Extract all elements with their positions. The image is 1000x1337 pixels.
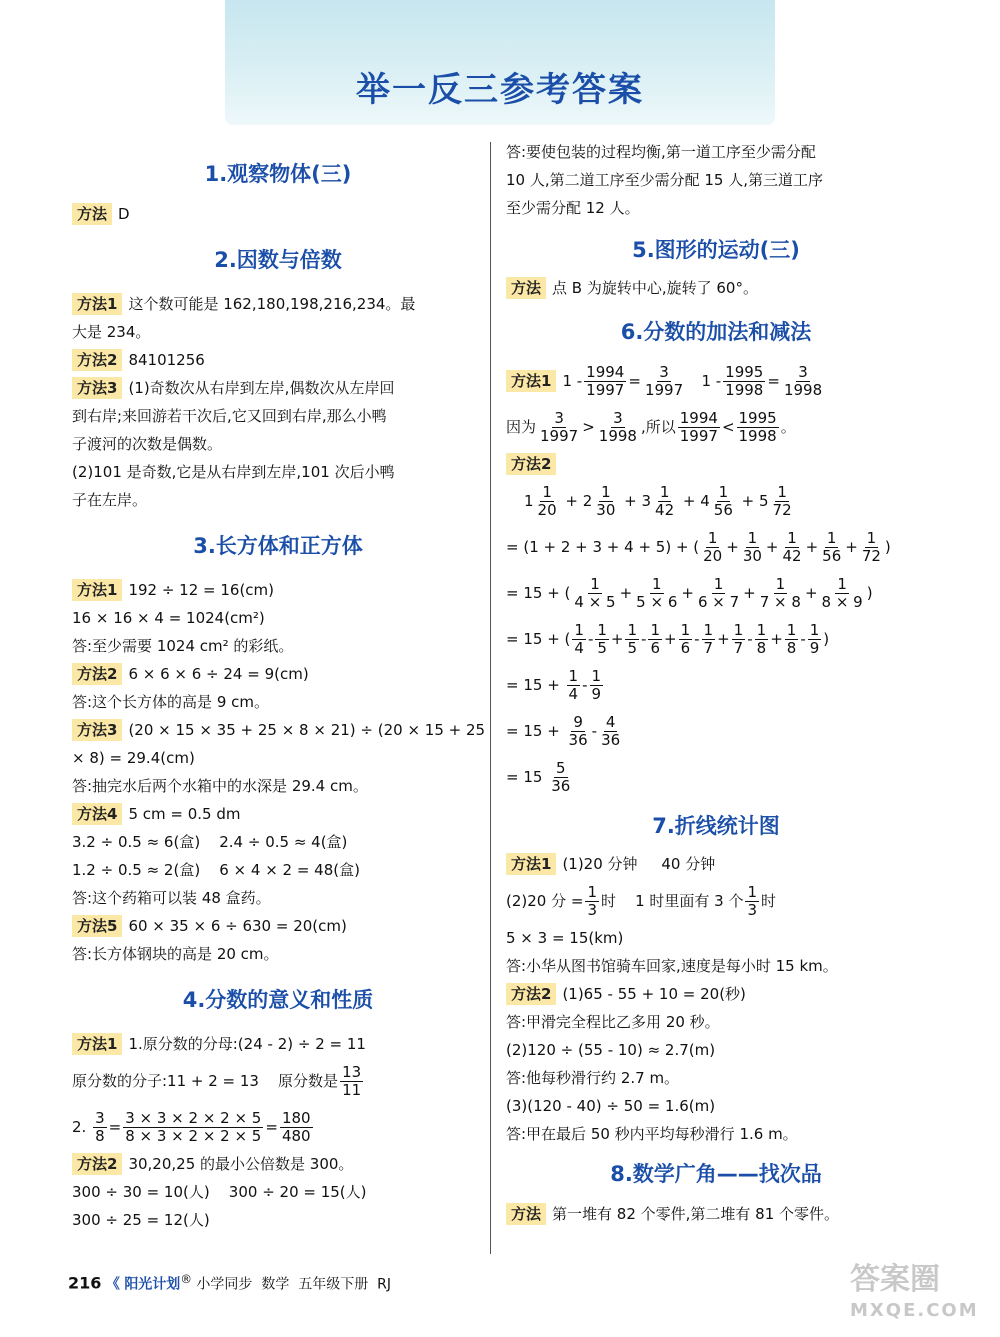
answer-line: 方法1 1 - $\frac{1994}{1997}$ = $\frac{3}{1997}$ 1 - $\frac{1995}{1998}$ = $\frac{3}{1998}$ <box>506 358 926 404</box>
answer-text: 192 ÷ 12 = 16(cm) <box>128 581 275 599</box>
answer-line: (2)120 ÷ (55 - 10) ≈ 2.7(m) <box>506 1041 716 1059</box>
fraction: $\frac{1}{5 \times 6}$ <box>636 575 678 611</box>
fraction: $\frac{1}{20}$ <box>703 529 723 565</box>
section-title-4: 4.分数的意义和性质 <box>182 988 374 1012</box>
method-tag: 方法2 <box>506 983 556 1005</box>
answer-line <box>72 912 484 940</box>
answer-line <box>506 850 926 878</box>
fraction: $\frac{1995}{1998}$ <box>725 363 764 399</box>
column-divider <box>490 142 491 1254</box>
fraction: $\frac{1994}{1997}$ <box>586 363 625 399</box>
fraction: $\frac{1}{30}$ <box>596 483 616 519</box>
fraction: $\frac{1}{72}$ <box>772 483 792 519</box>
fraction: $\frac{1}{8 \times 9}$ <box>821 575 863 611</box>
fraction: $\frac{1}{9}$ <box>591 667 602 703</box>
fraction: $\frac{1}{4}$ <box>568 667 579 703</box>
section-title-1: 1.观察物体(三) <box>204 162 352 186</box>
answer-line <box>72 716 484 744</box>
answer-line: 300 ÷ 30 = 10(人) 300 ÷ 20 = 15(人) <box>72 1183 367 1201</box>
fraction: $\frac{1995}{1998}$ <box>738 409 777 445</box>
watermark-logo <box>850 1262 990 1332</box>
left-column <box>72 138 484 1234</box>
method-tag: 方法5 <box>72 915 122 937</box>
fraction: $\frac{1}{9}$ <box>809 621 820 657</box>
answer-text: 原分数的分子:11 + 2 = 13 原分数是 <box>72 1072 339 1090</box>
answer-line <box>72 200 484 228</box>
calc-row-7: = 15 $\frac{5}{36}$ <box>506 759 571 795</box>
brand-name: 阳光计划 <box>124 1276 181 1293</box>
answer-line: 3.2 ÷ 0.5 ≈ 6(盒) 2.4 ÷ 0.5 ≈ 4(盒) <box>72 833 348 851</box>
answer-line <box>72 1150 484 1178</box>
answer-line: 答:甲在最后 50 秒内平均每秒滑行 1.6 m。 <box>506 1125 798 1143</box>
page-footer <box>68 1272 391 1294</box>
answer-text: 5 cm = 0.5 dm <box>128 805 241 823</box>
fraction: $\frac{1}{7}$ <box>703 621 714 657</box>
fraction: $\frac{1}{56}$ <box>822 529 842 565</box>
section-title-3: 3.长方体和正方体 <box>193 534 363 558</box>
method-tag: 方法 <box>506 277 546 299</box>
answer-line: 子渡河的次数是偶数。 <box>72 435 223 453</box>
answer-line: 答:这个长方体的高是 9 cm。 <box>72 693 269 711</box>
answer-text: 60 × 35 × 6 ÷ 630 = 20(cm) <box>128 917 347 935</box>
answer-line: 答:长方体钢块的高是 20 cm。 <box>72 945 279 963</box>
method-tag: 方法3 <box>72 719 122 741</box>
fraction: $\frac{1}{8}$ <box>756 621 767 657</box>
fraction: $\frac{1}{4}$ <box>574 621 584 657</box>
answer-line: 子在左岸。 <box>72 491 148 509</box>
answer-line <box>72 576 484 604</box>
fraction: $\frac{3}{1997}$ <box>540 409 579 445</box>
answer-text: 这个数可能是 162,180,198,216,234。最 <box>128 295 416 313</box>
fraction: $\frac{1}{6}$ <box>680 621 691 657</box>
fraction: $\frac{5}{36}$ <box>551 759 571 795</box>
fraction: $\frac{1}{6 \times 7}$ <box>697 575 740 611</box>
fraction: $\frac{4}{36}$ <box>601 713 621 749</box>
fraction: $\frac{1}{30}$ <box>742 529 762 565</box>
answer-line <box>72 346 484 374</box>
answer-text: (20 × 15 × 35 + 25 × 8 × 21) ÷ (20 × 15 + 25 <box>128 721 486 739</box>
fraction: $\frac{1994}{1997}$ <box>679 409 718 445</box>
fraction: $\frac{3}{8}$ <box>95 1109 105 1145</box>
answer-text: (1)奇数次从右岸到左岸,偶数次从左岸回 <box>128 379 395 397</box>
answer-line: (2)101 是奇数,它是从右岸到左岸,101 次后小鸭 <box>72 463 395 481</box>
answer-line: 答:甲滑完全程比乙多用 20 秒。 <box>506 1013 720 1031</box>
fraction: $\frac{1}{42}$ <box>655 483 675 519</box>
fraction: $\frac{1}{7}$ <box>733 621 744 657</box>
fraction: $\frac{1}{3}$ <box>587 883 597 919</box>
answer-line: 答:这个药箱可以装 48 盒药。 <box>72 889 271 907</box>
answer-text: 第一堆有 82 个零件,第二堆有 81 个零件。 <box>552 1205 840 1223</box>
answer-line <box>72 1058 484 1104</box>
answer-line: 300 ÷ 25 = 12(人) <box>72 1211 210 1229</box>
method-tag: 方法1 <box>72 579 122 601</box>
fraction: $\frac{1}{7 \times 8}$ <box>759 575 801 611</box>
page-number: 216 <box>68 1273 102 1293</box>
answer-text: (1)65 - 55 + 10 = 20(秒) <box>562 985 746 1003</box>
calc-row-4: = 15 + ( $\frac{1}{4}$ - $\frac{1}{5}$ + $\frac{1}{5}$ - $\frac{1}{6}$ + $\frac{1}{6}$ - $\frac{1}{7}$ + $\frac{1}{7}$ - $\frac{1}{8}$ + $\frac{1}{8}$ - $\frac{1}{9}$ ) <box>506 621 830 657</box>
calc-row-2: = (1 + 2 + 3 + 4 + 5) + ( $\frac{1}{20}$ + $\frac{1}{30}$ + $\frac{1}{42}$ + $\frac{1}{56}$ + $\frac{1}{72}$ ) <box>506 529 891 565</box>
answer-line <box>506 450 926 478</box>
fraction: $\frac{3 \times 3 \times 2 \times 2 \times 5}{8 \times 3 \times 2 \times 2 \times 5}$ <box>125 1109 262 1145</box>
fraction: $\frac{1}{5}$ <box>597 621 607 657</box>
fraction: $\frac{3}{1998}$ <box>598 409 637 445</box>
fraction: $\frac{1}{4 \times 5}$ <box>574 575 616 611</box>
method-tag: 方法1 <box>506 853 556 875</box>
page-title: 举一反三参考答案 <box>356 70 644 110</box>
answer-line: (2)20 分 = $\frac{1}{3}$ 时 1 时里面有 3 个 $\frac{1}{3}$ 时 <box>506 883 777 919</box>
answer-text: 6 × 6 × 6 ÷ 24 = 9(cm) <box>128 665 309 683</box>
answer-line: 大是 234。 <box>72 323 151 341</box>
answer-text: 30,20,25 的最小公倍数是 300。 <box>128 1155 354 1173</box>
answer-line <box>72 1030 484 1058</box>
answer-line: 到右岸;来回游若干次后,它又回到右岸,那么小鸭 <box>72 407 387 425</box>
answer-text: 1.原分数的分母:(24 - 2) ÷ 2 = 11 <box>128 1035 366 1053</box>
fraction: $\frac{1}{3}$ <box>747 883 758 919</box>
answer-line: (3)(120 - 40) ÷ 50 = 1.6(m) <box>506 1097 716 1115</box>
answer-line <box>506 274 926 302</box>
method-tag: 方法1 <box>72 1033 122 1055</box>
answer-line: 5 × 3 = 15(km) <box>506 929 624 947</box>
answer-line: 1.2 ÷ 0.5 ≈ 2(盒) 6 × 4 × 2 = 48(盒) <box>72 861 360 879</box>
right-column <box>506 138 926 1228</box>
answer-line: 2. $\frac{3}{8}$ = $\frac{3 \times 3 \times 2 \times 2 \times 5}{8 \times 3 \times 2 \times 2 \times 5}$ = $\frac{180}{480}$ <box>72 1109 311 1145</box>
watermark-url: MXQE.COM <box>850 1300 979 1321</box>
method-tag: 方法 <box>72 203 112 225</box>
answer-line: 答:他每秒滑行约 2.7 m。 <box>506 1069 680 1087</box>
calc-row-3: = 15 + ( $\frac{1}{4 \times 5}$ + $\frac{1}{5 \times 6}$ + $\frac{1}{6 \times 7}$ + $\frac{1}{7 \times 8}$ + $\frac{1}{8 \times 9}$ ) <box>506 575 873 611</box>
calc-row-5: = 15 + $\frac{1}{4}$ - $\frac{1}{9}$ <box>506 667 602 703</box>
answer-line: 至少需分配 12 人。 <box>506 199 640 217</box>
answer-line: 10 人,第二道工序至少需分配 15 人,第三道工序 <box>506 171 824 189</box>
method-tag: 方法2 <box>72 663 122 685</box>
method-tag: 方法2 <box>72 349 122 371</box>
fraction: $\frac{1}{5}$ <box>627 621 638 657</box>
answer-line <box>506 1200 926 1228</box>
section-title-6: 6.分数的加法和减法 <box>620 320 812 344</box>
answer-line <box>72 290 484 318</box>
fraction: $\frac{180}{480}$ <box>281 1109 311 1145</box>
fraction: $\frac{9}{36}$ <box>568 713 588 749</box>
method-tag: 方法4 <box>72 803 122 825</box>
fraction: $\frac{13}{11}$ <box>342 1063 362 1099</box>
method-tag: 方法1 <box>506 370 556 392</box>
method-tag: 方法1 <box>72 293 122 315</box>
section-title-8: 8.数学广角——找次品 <box>610 1162 822 1186</box>
fraction: $\frac{1}{20}$ <box>537 483 557 519</box>
fraction: $\frac{1}{8}$ <box>786 621 797 657</box>
footer-arrows: 《 <box>105 1276 120 1293</box>
section-title-2: 2.因数与倍数 <box>214 248 342 272</box>
answer-text: 点 B 为旋转中心,旋转了 60°。 <box>552 279 758 297</box>
answer-line <box>506 980 926 1008</box>
answer-line <box>72 660 484 688</box>
calc-row-6: = 15 + $\frac{9}{36}$ - $\frac{4}{36}$ <box>506 713 621 749</box>
answer-line: 答:要使包装的过程均衡,第一道工序至少需分配 <box>506 143 816 161</box>
answer-line: 答:抽完水后两个水箱中的水深是 29.4 cm。 <box>72 777 368 795</box>
answer-line <box>72 374 484 402</box>
method-tag: 方法3 <box>72 377 122 399</box>
answer-line <box>72 800 484 828</box>
answer-line: × 8) = 29.4(cm) <box>72 749 195 767</box>
section-title-5: 5.图形的运动(三) <box>632 238 800 262</box>
answer-line: 答:小华从图书馆骑车回家,速度是每小时 15 km。 <box>506 957 838 975</box>
answer-line: 16 × 16 × 4 = 1024(cm²) <box>72 609 265 627</box>
fraction: $\frac{3}{1997}$ <box>644 363 684 399</box>
answer-text: D <box>118 205 130 223</box>
method-tag: 方法2 <box>72 1153 122 1175</box>
fraction: $\frac{3}{1998}$ <box>783 363 823 399</box>
fraction: $\frac{1}{72}$ <box>861 529 881 565</box>
method-tag: 方法 <box>506 1203 546 1225</box>
fraction: $\frac{1}{6}$ <box>650 621 660 657</box>
book-info: 小学同步 数学 五年级下册 RJ <box>196 1276 391 1293</box>
answer-text: 2. <box>72 1118 87 1136</box>
method-tag: 方法2 <box>506 453 556 475</box>
answer-text: 84101256 <box>128 351 205 369</box>
fraction: $\frac{1}{56}$ <box>713 483 733 519</box>
answer-line: 答:至少需要 1024 cm² 的彩纸。 <box>72 637 294 655</box>
registered-mark: ® <box>180 1272 192 1286</box>
answer-text: (1)20 分钟 40 分钟 <box>562 855 716 873</box>
answer-line: 因为 $\frac{3}{1997}$ > $\frac{3}{1998}$ ,所以 $\frac{1994}{1997}$ < $\frac{1995}{1998}$ 。 <box>506 409 796 445</box>
section-title-7: 7.折线统计图 <box>652 814 780 838</box>
fraction: $\frac{1}{42}$ <box>782 529 802 565</box>
calc-row-1: 1 $\frac{1}{20}$ + 2 $\frac{1}{30}$ + 3 $\frac{1}{42}$ + 4 $\frac{1}{56}$ + 5 $\frac{1}{72}$ <box>524 483 792 519</box>
watermark-text: 答案圈 <box>850 1262 940 1297</box>
